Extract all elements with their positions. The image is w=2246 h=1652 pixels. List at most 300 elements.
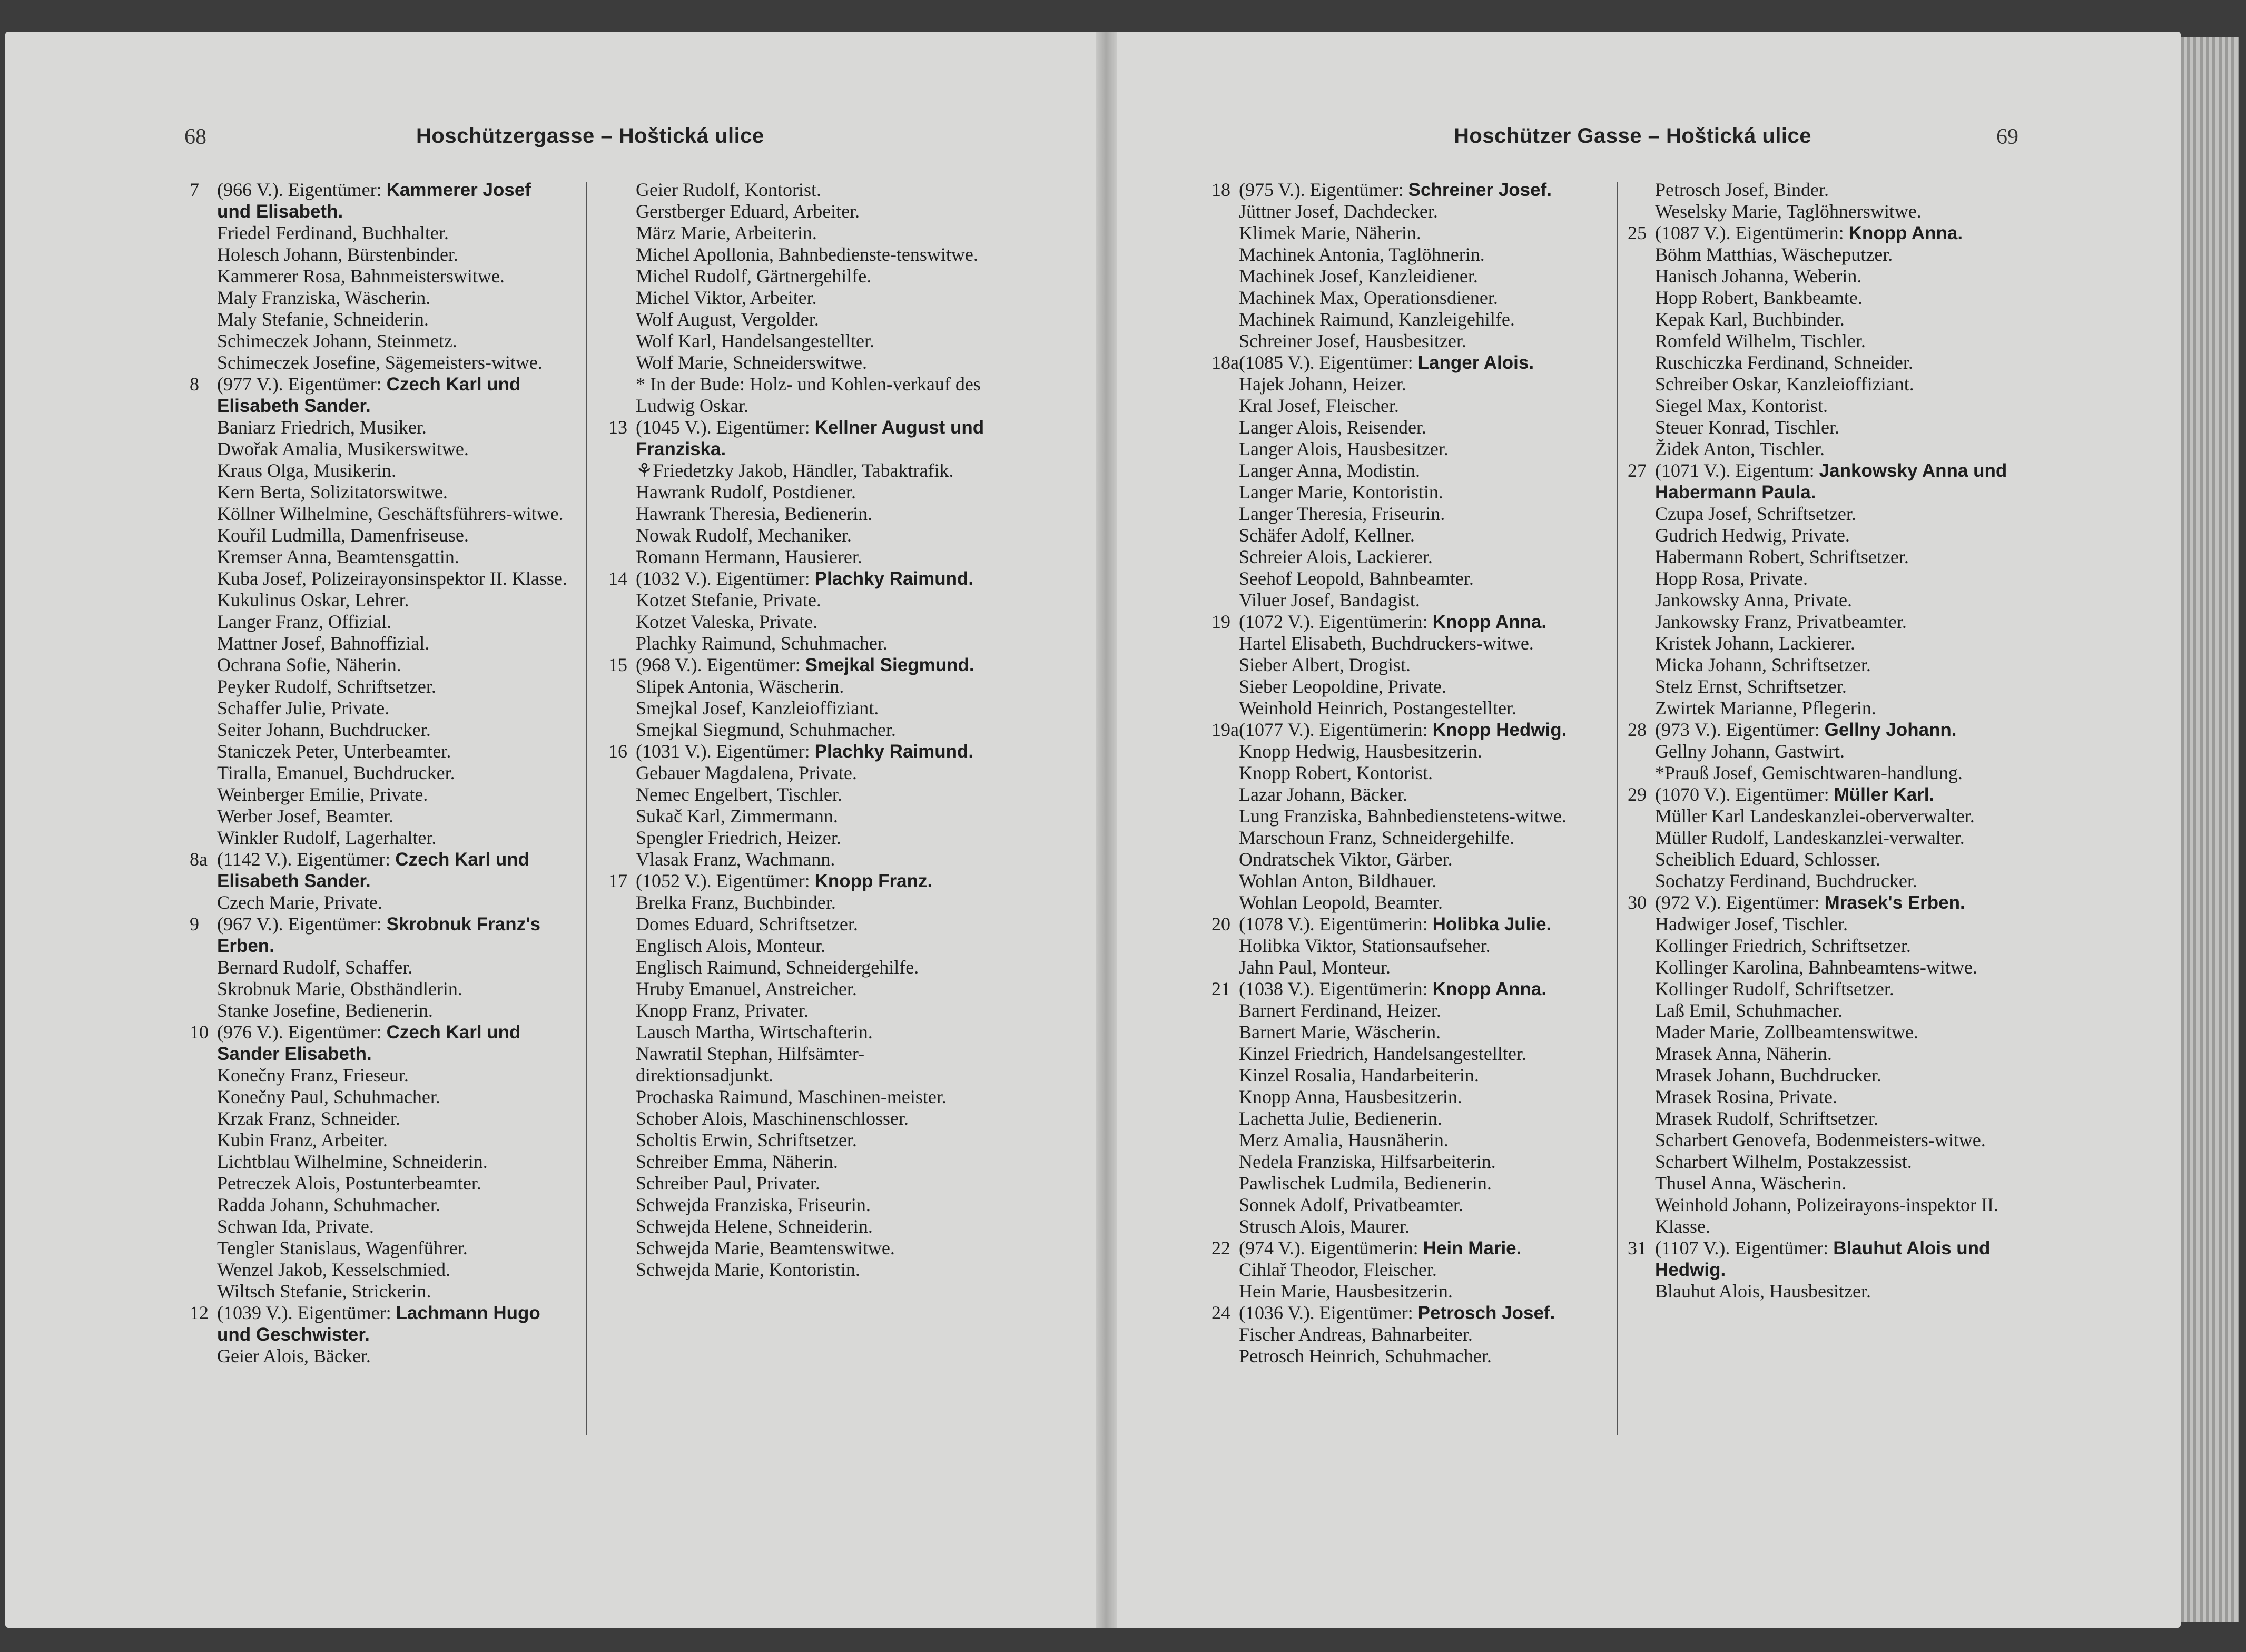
right-page-number: 69 <box>1996 125 2018 149</box>
resident-line <box>1211 417 1601 438</box>
house-registry: (1070 V.). Eigentümer: <box>1655 784 1834 805</box>
resident-line <box>1628 546 2038 568</box>
resident-line <box>608 892 998 913</box>
house-number: 28 <box>1628 719 1647 740</box>
resident-line <box>608 719 998 741</box>
resident-line <box>1211 395 1601 417</box>
resident-name: Ruschiczka Ferdinand, Schneider. <box>1655 352 1913 373</box>
resident-line <box>1628 762 2038 784</box>
resident-name: Jahn Paul, Monteur. <box>1239 957 1391 978</box>
house-heading <box>1628 1237 2038 1281</box>
resident-name: Skrobnuk Marie, Obsthändlerin. <box>217 978 462 999</box>
resident-line <box>190 611 569 633</box>
resident-name: Knopp Robert, Kontorist. <box>1239 762 1433 783</box>
resident-name: Sukač Karl, Zimmermann. <box>636 805 838 827</box>
resident-name: Schäfer Adolf, Kellner. <box>1239 525 1415 546</box>
resident-line <box>608 309 998 330</box>
resident-line <box>608 805 998 827</box>
resident-line <box>1628 1194 2038 1237</box>
resident-line <box>608 1194 998 1216</box>
resident-name: Slipek Antonia, Wäscherin. <box>636 676 844 697</box>
resident-line <box>608 611 998 633</box>
resident-line <box>1211 1043 1601 1065</box>
resident-name: Langer Anna, Modistin. <box>1239 460 1420 481</box>
resident-line <box>1628 568 2038 589</box>
house-heading <box>190 1302 569 1345</box>
house-owner: Plachky Raimund. <box>814 568 974 589</box>
house-heading <box>608 870 998 892</box>
resident-line <box>1211 589 1601 611</box>
resident-line <box>190 1237 569 1259</box>
resident-line <box>1211 654 1601 676</box>
resident-line <box>1628 611 2038 633</box>
house-heading <box>1628 460 2038 503</box>
house-owner: Kellner August und Franziska. <box>636 417 984 459</box>
resident-name: Kollinger Karolina, Bahnbeamtens-witwe. <box>1655 957 1977 978</box>
resident-line <box>1211 1345 1601 1367</box>
resident-name: Mrasek Anna, Näherin. <box>1655 1043 1832 1064</box>
resident-name: Friedel Ferdinand, Buchhalter. <box>217 222 449 243</box>
resident-line <box>1628 244 2038 266</box>
house-registry: (968 V.). Eigentümer: <box>636 654 805 675</box>
resident-name: Kotzet Stefanie, Private. <box>636 589 821 611</box>
resident-line <box>1211 1129 1601 1151</box>
house-registry: (975 V.). Eigentümer: <box>1239 179 1408 200</box>
resident-name: Lachetta Julie, Bedienerin. <box>1239 1108 1442 1129</box>
resident-line <box>1211 287 1601 309</box>
resident-name: Sonnek Adolf, Privatbeamter. <box>1239 1194 1463 1215</box>
house-heading <box>1211 179 1601 201</box>
house-owner: Hein Marie. <box>1423 1238 1522 1258</box>
resident-line <box>190 503 569 525</box>
resident-name: Langer Franz, Offizial. <box>217 611 392 632</box>
resident-line <box>190 1065 569 1086</box>
resident-line <box>1628 201 2038 222</box>
house-entry <box>1211 978 1601 1237</box>
resident-name: Radda Johann, Schuhmacher. <box>217 1194 440 1215</box>
resident-name: Siegel Max, Kontorist. <box>1655 395 1828 416</box>
resident-name: Kinzel Friedrich, Handelsangestellter. <box>1239 1043 1526 1064</box>
resident-line <box>608 827 998 849</box>
house-registry: (1032 V.). Eigentümer: <box>636 568 815 589</box>
house-number: 10 <box>190 1021 209 1043</box>
resident-name: Schreiber Oskar, Kanzleioffiziant. <box>1655 373 1914 395</box>
house-entry <box>1211 611 1601 719</box>
resident-line <box>608 1000 998 1021</box>
column-rule <box>1617 182 1618 1435</box>
resident-line <box>1211 633 1601 654</box>
resident-name: Jankowsky Anna, Private. <box>1655 589 1852 611</box>
resident-name: Wolf Marie, Schneiderswitwe. <box>636 352 867 373</box>
resident-name: Kepak Karl, Buchbinder. <box>1655 309 1845 330</box>
resident-name: Kral Josef, Fleischer. <box>1239 395 1399 416</box>
resident-line <box>1628 805 2038 827</box>
resident-name: Hartel Elisabeth, Buchdruckers-witwe. <box>1239 633 1534 654</box>
left-page-header: Hoschützergasse – Hoštická ulice <box>416 124 764 148</box>
resident-line <box>608 957 998 978</box>
resident-name: Hadwiger Josef, Tischler. <box>1655 913 1848 935</box>
house-entry <box>608 568 998 654</box>
resident-line <box>1211 568 1601 589</box>
resident-name: Böhm Matthias, Wäscheputzer. <box>1655 244 1893 265</box>
resident-line <box>1211 892 1601 913</box>
house-owner: Knopp Franz. <box>814 871 933 891</box>
house-registry: (1072 V.). Eigentümerin: <box>1239 611 1433 632</box>
house-heading <box>190 179 569 222</box>
resident-line <box>190 654 569 676</box>
resident-name: Wiltsch Stefanie, Strickerin. <box>217 1281 431 1302</box>
resident-name: Barnert Marie, Wäscherin. <box>1239 1021 1441 1043</box>
resident-name: Merz Amalia, Hausnäherin. <box>1239 1129 1449 1150</box>
house-number: 15 <box>608 654 627 675</box>
resident-name: Michel Rudolf, Gärtnergehilfe. <box>636 266 872 287</box>
house-registry: (966 V.). Eigentümer: <box>217 179 387 200</box>
house-owner: Czech Karl und Elisabeth Sander. <box>217 374 521 416</box>
resident-name: Brelka Franz, Buchbinder. <box>636 892 836 913</box>
resident-name: Kubin Franz, Arbeiter. <box>217 1129 388 1150</box>
resident-line <box>608 373 998 417</box>
house-owner: Petrosch Josef. <box>1417 1303 1555 1323</box>
resident-line <box>190 892 569 913</box>
resident-name: Langer Alois, Hausbesitzer. <box>1239 438 1449 459</box>
resident-line <box>1628 913 2038 935</box>
right-page-header: Hoschützer Gasse – Hoštická ulice <box>1454 124 1811 148</box>
house-registry: (1038 V.). Eigentümerin: <box>1239 978 1433 999</box>
resident-line <box>608 1151 998 1173</box>
house-owner: Knopp Anna. <box>1432 979 1547 999</box>
resident-line <box>190 287 569 309</box>
house-heading <box>608 417 998 460</box>
house-number: 19 <box>1211 611 1230 632</box>
resident-name: Sochatzy Ferdinand, Buchdrucker. <box>1655 870 1917 891</box>
resident-name: Hruby Emanuel, Anstreicher. <box>636 978 857 999</box>
resident-line <box>190 762 569 784</box>
house-entry <box>1211 719 1601 913</box>
resident-line <box>1628 287 2038 309</box>
house-entry <box>190 1302 569 1367</box>
resident-line <box>190 244 569 266</box>
resident-line <box>1211 935 1601 957</box>
resident-name: Laß Emil, Schuhmacher. <box>1655 1000 1843 1021</box>
resident-line <box>190 957 569 978</box>
resident-name: Hopp Rosa, Private. <box>1655 568 1808 589</box>
resident-name: Jankowsky Franz, Privatbeamter. <box>1655 611 1907 632</box>
house-entry <box>608 179 998 417</box>
resident-line <box>190 633 569 654</box>
resident-line <box>608 1216 998 1237</box>
resident-line <box>608 978 998 1000</box>
resident-line <box>608 784 998 805</box>
resident-line <box>190 1151 569 1173</box>
resident-line <box>190 741 569 762</box>
house-heading <box>1628 784 2038 805</box>
house-registry: (1077 V.). Eigentümerin: <box>1239 719 1433 740</box>
resident-name: Baniarz Friedrich, Musiker. <box>217 417 427 438</box>
resident-name: Englisch Raimund, Schneidergehilfe. <box>636 957 919 978</box>
resident-name: Staniczek Peter, Unterbeamter. <box>217 741 451 762</box>
resident-line <box>190 1129 569 1151</box>
resident-name: * In der Bude: Holz- und Kohlen-verkauf des Ludwig Oskar. <box>636 373 981 416</box>
house-owner: Knopp Anna. <box>1432 612 1547 632</box>
house-heading <box>190 1021 569 1065</box>
resident-line <box>1628 589 2038 611</box>
resident-line <box>190 266 569 287</box>
resident-name: Mrasek Rosina, Private. <box>1655 1086 1837 1107</box>
resident-line <box>1628 266 2038 287</box>
resident-name: Scharbert Wilhelm, Postakzessist. <box>1655 1151 1912 1172</box>
resident-line <box>190 330 569 352</box>
resident-line <box>608 546 998 568</box>
house-heading <box>1211 611 1601 633</box>
house-owner: Jankowsky Anna und Habermann Paula. <box>1655 460 2007 503</box>
house-entry <box>608 870 998 1281</box>
resident-name: Peyker Rudolf, Schriftsetzer. <box>217 676 436 697</box>
house-heading <box>1211 1237 1601 1259</box>
house-owner: Gellny Johann. <box>1824 720 1957 740</box>
resident-line <box>608 1129 998 1151</box>
resident-name: Kollinger Rudolf, Schriftsetzer. <box>1655 978 1894 999</box>
resident-line <box>1211 266 1601 287</box>
resident-line <box>608 676 998 697</box>
resident-line <box>608 913 998 935</box>
house-registry: (967 V.). Eigentümer: <box>217 913 387 935</box>
house-heading <box>1211 1302 1601 1324</box>
resident-line <box>190 719 569 741</box>
resident-name: Sieber Albert, Drogist. <box>1239 654 1411 675</box>
resident-line <box>608 525 998 546</box>
resident-name: Steuer Konrad, Tischler. <box>1655 417 1839 438</box>
house-owner: Knopp Hedwig. <box>1432 720 1567 740</box>
house-owner: Kammerer Josef und Elisabeth. <box>217 180 531 222</box>
house-entry <box>1211 179 1601 352</box>
resident-name: Vlasak Franz, Wachmann. <box>636 849 835 870</box>
resident-name: Židek Anton, Tischler. <box>1655 438 1825 459</box>
resident-name: Weinhold Heinrich, Postangestellter. <box>1239 697 1516 719</box>
house-owner: Lachmann Hugo und Geschwister. <box>217 1303 540 1345</box>
resident-name: Kukulinus Oskar, Lehrer. <box>217 589 409 611</box>
resident-name: Maly Stefanie, Schneiderin. <box>217 309 429 330</box>
resident-line <box>1628 1043 2038 1065</box>
resident-name: Blauhut Alois, Hausbesitzer. <box>1655 1281 1871 1302</box>
resident-line <box>1628 1129 2038 1151</box>
house-heading <box>1211 719 1601 741</box>
resident-line <box>1211 870 1601 892</box>
resident-name: Sieber Leopoldine, Private. <box>1239 676 1446 697</box>
resident-line <box>1211 697 1601 719</box>
resident-name: Seehof Leopold, Bahnbeamter. <box>1239 568 1474 589</box>
resident-line <box>1628 697 2038 719</box>
resident-line <box>1628 1281 2038 1302</box>
resident-name: Mrasek Johann, Buchdrucker. <box>1655 1065 1881 1086</box>
resident-line <box>1628 179 2038 201</box>
house-registry: (973 V.). Eigentümer: <box>1655 719 1825 740</box>
resident-line <box>1211 222 1601 244</box>
resident-line <box>1628 957 2038 978</box>
resident-name: Thusel Anna, Wäscherin. <box>1655 1173 1847 1194</box>
resident-name: Kouřil Ludmilla, Damenfriseuse. <box>217 525 469 546</box>
house-heading <box>1628 222 2038 244</box>
resident-line <box>1211 1086 1601 1108</box>
house-registry: (1107 V.). Eigentümer: <box>1655 1237 1834 1258</box>
house-number: 13 <box>608 417 627 438</box>
resident-name: Lazar Johann, Bäcker. <box>1239 784 1407 805</box>
resident-name: Nemec Engelbert, Tischler. <box>636 784 842 805</box>
resident-name: Wolf August, Vergolder. <box>636 309 819 330</box>
resident-name: Schwan Ida, Private. <box>217 1216 374 1237</box>
resident-line <box>1211 1324 1601 1345</box>
house-registry: (1087 V.). Eigentümerin: <box>1655 222 1849 243</box>
resident-name: Weinberger Emilie, Private. <box>217 784 428 805</box>
house-number: 24 <box>1211 1302 1230 1323</box>
house-owner: Knopp Anna. <box>1848 223 1963 243</box>
resident-line <box>1211 741 1601 762</box>
resident-line <box>190 1000 569 1021</box>
resident-line <box>190 1173 569 1194</box>
resident-name: ⚘Friedetzky Jakob, Händler, Tabaktrafik. <box>636 460 954 481</box>
resident-line <box>190 589 569 611</box>
resident-name: Tiralla, Emanuel, Buchdrucker. <box>217 762 455 783</box>
house-number: 27 <box>1628 460 1647 481</box>
left-column-1 <box>190 179 569 1367</box>
resident-name: Krzak Franz, Schneider. <box>217 1108 400 1129</box>
resident-line <box>190 697 569 719</box>
resident-name: Pawlischek Ludmila, Bedienerin. <box>1239 1173 1492 1194</box>
house-heading <box>1211 978 1601 1000</box>
resident-name: Scheiblich Eduard, Schlosser. <box>1655 849 1880 870</box>
house-number: 18a <box>1211 352 1239 373</box>
resident-line <box>1211 1194 1601 1216</box>
resident-line <box>190 460 569 481</box>
resident-line <box>190 481 569 503</box>
resident-name: Petreczek Alois, Postunterbeamter. <box>217 1173 481 1194</box>
resident-line <box>1628 309 2038 330</box>
house-registry: (1142 V.). Eigentümer: <box>217 849 396 870</box>
resident-name: Dwořak Amalia, Musikerswitwe. <box>217 438 469 459</box>
resident-line <box>1211 1216 1601 1237</box>
house-heading <box>190 913 569 957</box>
resident-name: Knopp Hedwig, Hausbesitzerin. <box>1239 741 1482 762</box>
resident-line <box>190 805 569 827</box>
resident-name: Scharbert Genovefa, Bodenmeisters-witwe. <box>1655 1129 1986 1150</box>
resident-name: Köllner Wilhelmine, Geschäftsführers-witwe. <box>217 503 564 524</box>
resident-line <box>1628 395 2038 417</box>
resident-line <box>608 935 998 957</box>
resident-name: Jüttner Josef, Dachdecker. <box>1239 201 1438 222</box>
house-number: 20 <box>1211 913 1230 935</box>
resident-name: *Prauß Josef, Gemischtwaren-handlung. <box>1655 762 1963 783</box>
house-registry: (1071 V.). Eigentum: <box>1655 460 1819 481</box>
resident-line <box>1211 957 1601 978</box>
resident-line <box>1211 525 1601 546</box>
resident-line <box>1211 1021 1601 1043</box>
resident-line <box>1628 1086 2038 1108</box>
resident-name: Michel Apollonia, Bahnbedienste-tenswitwe. <box>636 244 978 265</box>
resident-name: Czupa Josef, Schriftsetzer. <box>1655 503 1856 524</box>
resident-name: Geier Rudolf, Kontorist. <box>636 179 821 200</box>
resident-line <box>1628 633 2038 654</box>
resident-line <box>1628 870 2038 892</box>
resident-line <box>1628 417 2038 438</box>
resident-line <box>1628 438 2038 460</box>
resident-line <box>190 568 569 589</box>
resident-name: Kremser Anna, Beamtensgattin. <box>217 546 459 567</box>
resident-name: Kuba Josef, Polizeirayonsinspektor II. Klasse. <box>217 568 567 589</box>
resident-line <box>608 266 998 287</box>
resident-name: Wohlan Leopold, Beamter. <box>1239 892 1443 913</box>
resident-line <box>1628 503 2038 525</box>
house-registry: (1045 V.). Eigentümer: <box>636 417 815 438</box>
resident-line <box>1211 1281 1601 1302</box>
resident-name: Mader Marie, Zollbeamtenswitwe. <box>1655 1021 1918 1043</box>
resident-name: Machinek Josef, Kanzleidiener. <box>1239 266 1478 287</box>
resident-line <box>1628 654 2038 676</box>
house-registry: (1036 V.). Eigentümer: <box>1239 1302 1418 1323</box>
resident-name: Hawrank Rudolf, Postdiener. <box>636 481 856 503</box>
house-entry <box>1628 784 2038 892</box>
house-number: 30 <box>1628 892 1647 913</box>
resident-line <box>190 1194 569 1216</box>
column-rule <box>586 182 587 1435</box>
resident-line <box>1211 546 1601 568</box>
resident-line <box>190 438 569 460</box>
resident-line <box>1628 1151 2038 1173</box>
resident-name: Tengler Stanislaus, Wagenführer. <box>217 1237 468 1258</box>
house-number: 18 <box>1211 179 1230 200</box>
house-heading <box>608 654 998 676</box>
resident-name: Gellny Johann, Gastwirt. <box>1655 741 1845 762</box>
resident-line <box>1211 330 1601 352</box>
resident-line <box>1628 978 2038 1000</box>
resident-name: Schaffer Julie, Private. <box>217 697 390 719</box>
resident-line <box>190 1216 569 1237</box>
resident-line <box>608 1043 998 1086</box>
resident-line <box>608 1259 998 1281</box>
resident-line <box>190 222 569 244</box>
resident-name: Kotzet Valeska, Private. <box>636 611 818 632</box>
resident-name: Mrasek Rudolf, Schriftsetzer. <box>1655 1108 1878 1129</box>
resident-name: Stelz Ernst, Schriftsetzer. <box>1655 676 1847 697</box>
resident-name: Hopp Robert, Bankbeamte. <box>1655 287 1863 308</box>
resident-name: Gebauer Magdalena, Private. <box>636 762 857 783</box>
resident-name: Klimek Marie, Näherin. <box>1239 222 1421 243</box>
resident-name: Fischer Andreas, Bahnarbeiter. <box>1239 1324 1473 1345</box>
house-owner: Czech Karl und Elisabeth Sander. <box>217 849 530 891</box>
resident-name: Knopp Franz, Privater. <box>636 1000 809 1021</box>
house-entry <box>190 373 569 849</box>
resident-line <box>190 827 569 849</box>
resident-line <box>1211 503 1601 525</box>
house-entry <box>1628 222 2038 460</box>
resident-line <box>1628 1021 2038 1043</box>
resident-line <box>190 1086 569 1108</box>
resident-line <box>608 762 998 784</box>
house-owner: Mrasek's Erben. <box>1824 892 1965 913</box>
resident-name: Machinek Raimund, Kanzleigehilfe. <box>1239 309 1515 330</box>
resident-line <box>1628 849 2038 870</box>
resident-line <box>1211 805 1601 827</box>
resident-name: Konečny Paul, Schuhmacher. <box>217 1086 440 1107</box>
resident-name: Machinek Antonia, Taglöhnerin. <box>1239 244 1485 265</box>
resident-name: Wohlan Anton, Bildhauer. <box>1239 870 1437 891</box>
resident-name: Domes Eduard, Schriftsetzer. <box>636 913 858 935</box>
resident-name: Barnert Ferdinand, Heizer. <box>1239 1000 1441 1021</box>
resident-line <box>1211 1000 1601 1021</box>
resident-line <box>190 978 569 1000</box>
resident-name: Michel Viktor, Arbeiter. <box>636 287 817 308</box>
resident-name: Hawrank Theresia, Bedienerin. <box>636 503 873 524</box>
resident-line <box>608 330 998 352</box>
resident-name: Romfeld Wilhelm, Tischler. <box>1655 330 1866 351</box>
